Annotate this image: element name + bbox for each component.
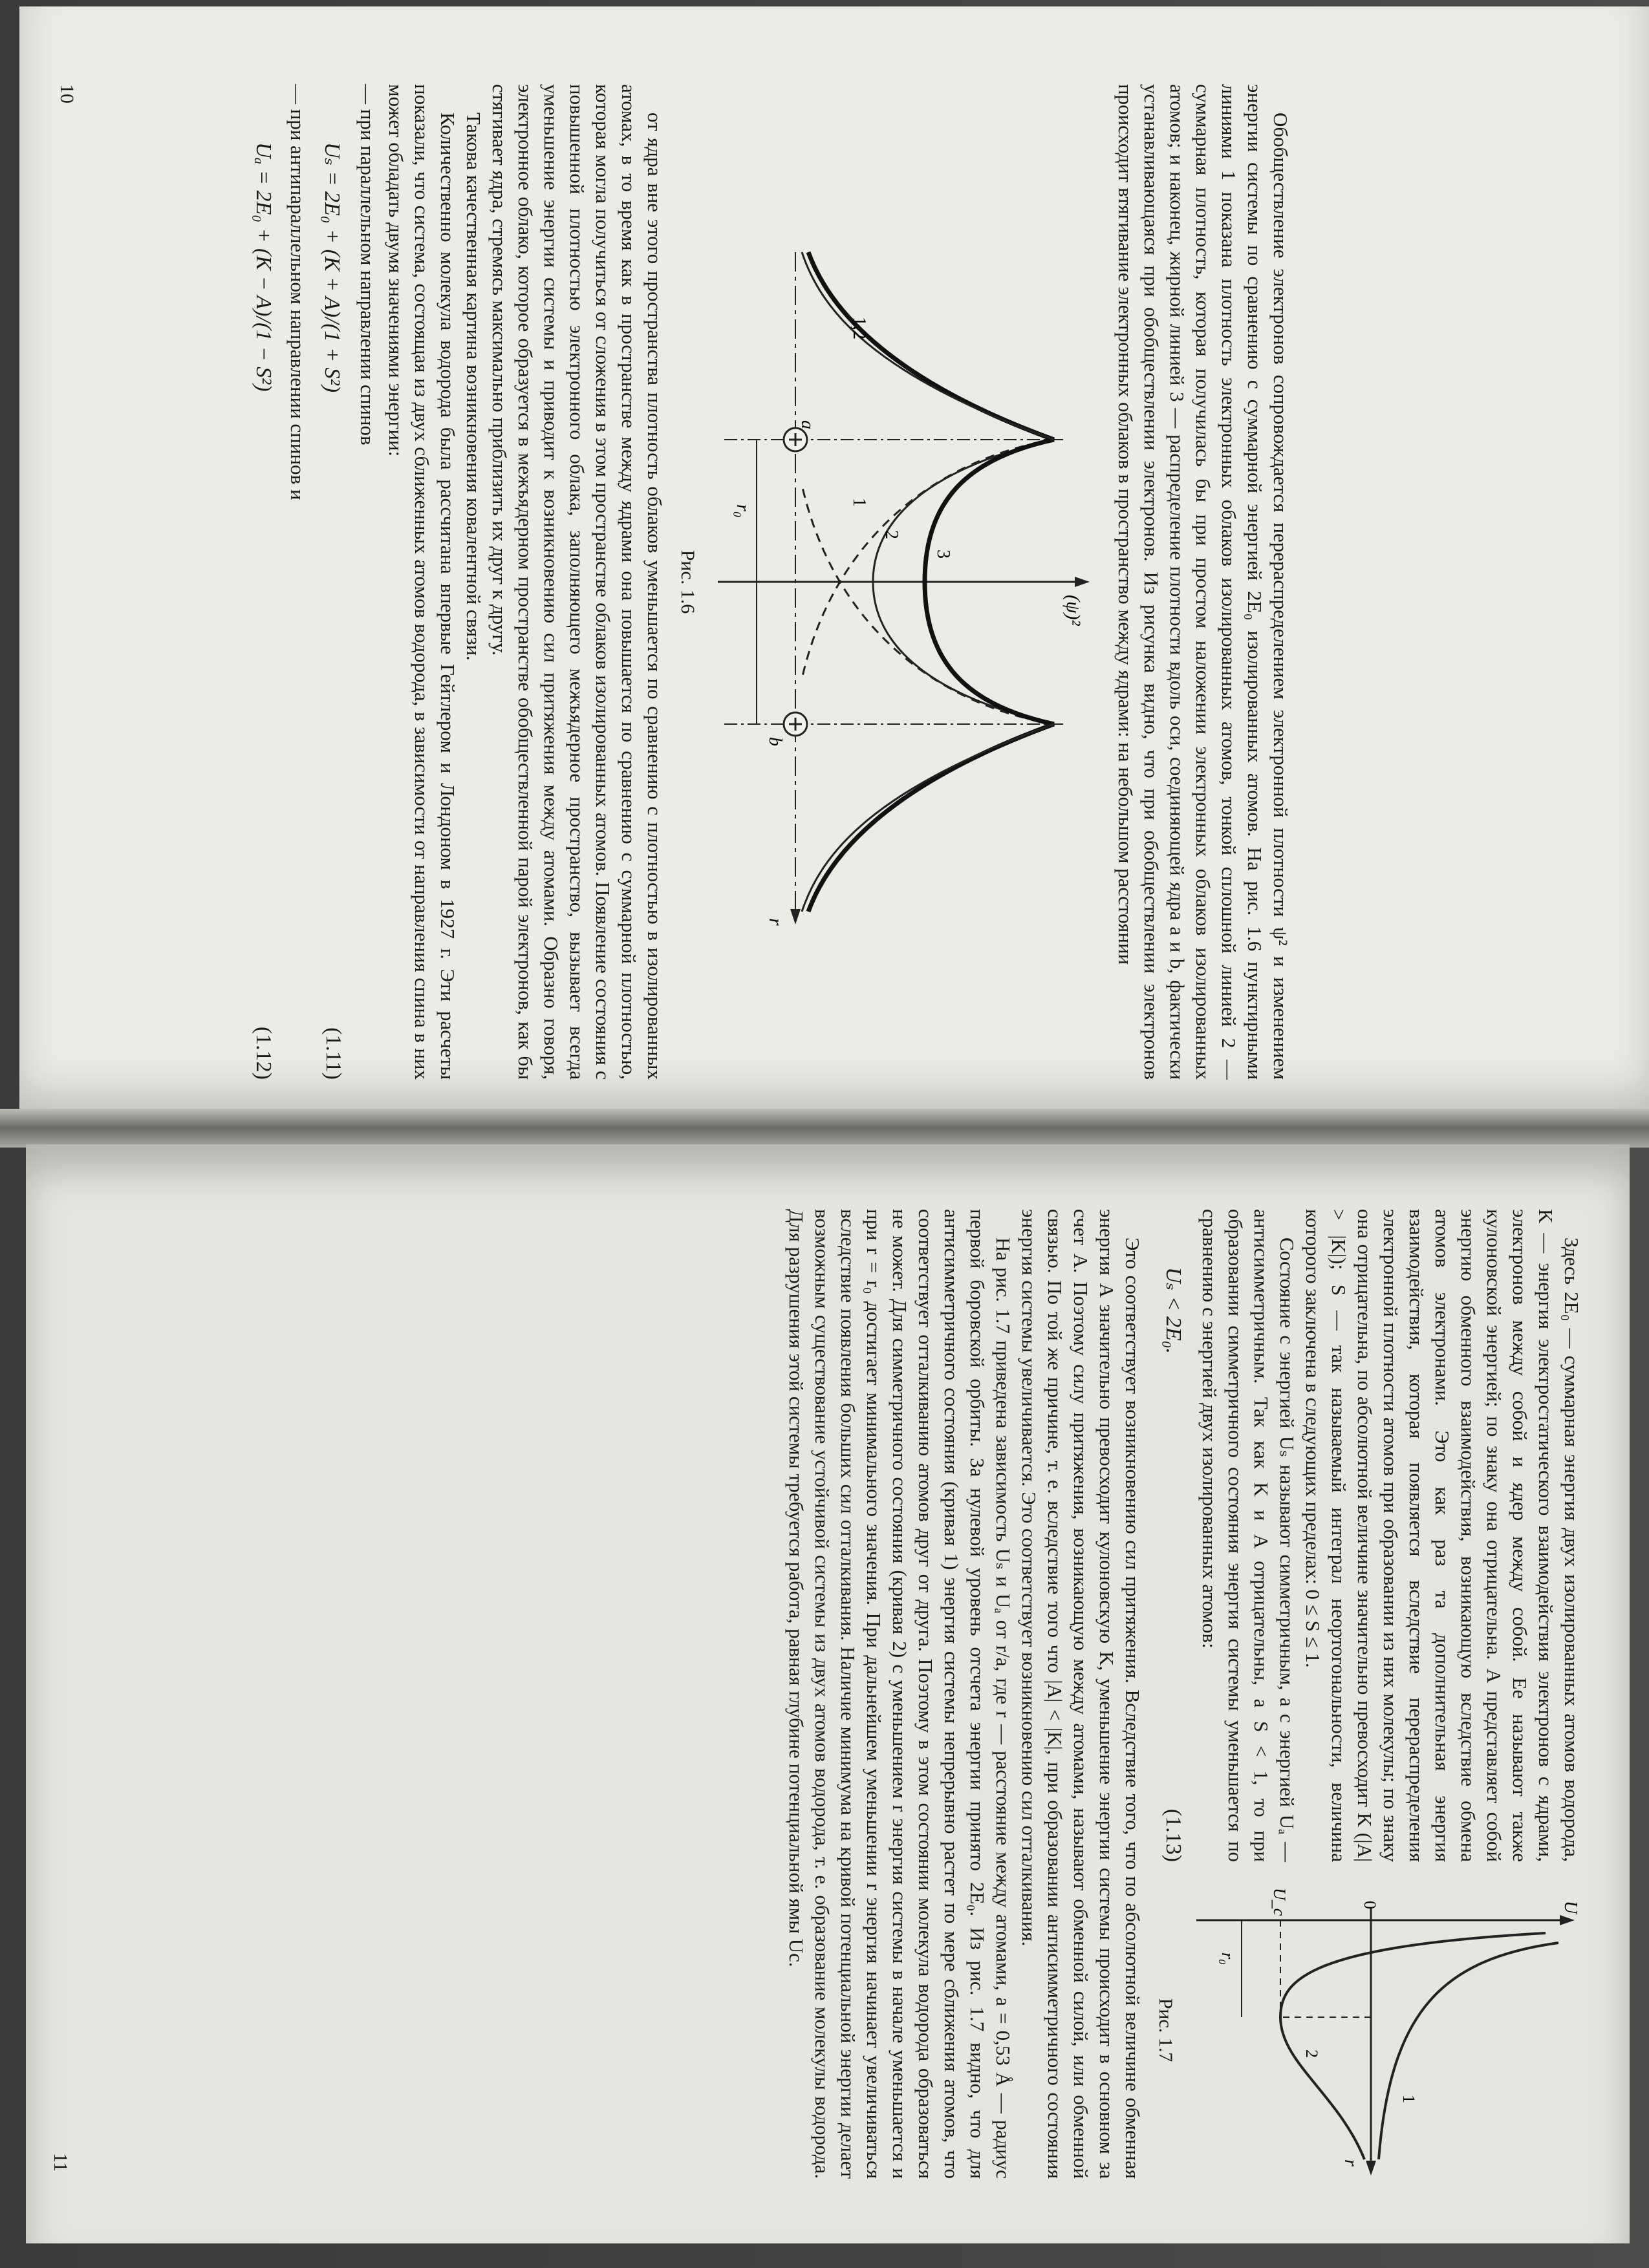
equation-1-13-body: Uₛ < 2E₀. xyxy=(1161,1267,1185,1354)
r-axis-label: r xyxy=(1341,2159,1361,2166)
r0-label: r₀ xyxy=(733,504,753,518)
figure-1-6-caption: Рис. 1.6 xyxy=(677,550,698,614)
y-axis-label: (ψ)² xyxy=(1062,595,1084,626)
left-paragraph-4: Количественно молекула водорода была рассчитана впервые Гейтлером и Лондоном в 1927 г. Эти расчеты показали, что система, состоящая из двух сближенных атомов водорода, в зависимости от направления спина в них может обладать двумя значениями энергии: xyxy=(385,84,459,1080)
left-item-1: — при параллельном направлении спинов xyxy=(356,84,379,445)
equation-1-11 xyxy=(319,142,345,1080)
left-item-2: — при антипараллельном направлении спинов и xyxy=(286,84,309,500)
right-page-content xyxy=(32,1209,1584,2179)
curve-1-repulsive xyxy=(1379,1943,1558,2159)
equation-1-12-number: (1.12) xyxy=(252,1026,275,1080)
curve-12-label: 1,2 xyxy=(849,317,869,339)
left-paragraph-2: от ядра вне этого пространства плотность облаков уменьшается по сравнению с плотностью в изолированных атомах, в то время как в пространстве между ядрами она повышается по сравнению с суммарной плотностью, которая могла получиться от сложения в этом пространстве облаков изолированных атомов. Появление состояния с повышенной плотностью электронного облака, заполняющего межъядерное пространство, вызывает всегда уменьшение энергии системы и приводит к возникновению сил притяжения между атомами. Образно говоря, электронное облако, которое образуется в межъядерном пространстве обобществленной парой электронов, как бы стягивает ядра, стремясь максимально приблизить их друг к другу. xyxy=(488,84,666,1080)
equation-1-12 xyxy=(251,142,275,1080)
left-paragraph-3: Такова качественная картина возникновения ковалентной связи. xyxy=(462,112,485,661)
right-page-number: 11 xyxy=(50,2153,71,2172)
curve-3-left xyxy=(808,252,1054,440)
figure-1-7 xyxy=(1183,1881,1584,2179)
curve-1-label: 1 xyxy=(849,498,869,507)
right-paragraph-1: Здесь 2E₀ — суммарная энергия двух изолированных атомов водорода, K — энергия электростатического взаимодействия электронов с ядрами, электронов между собой и ядер между собой. Ее называют также кулоновской энергией; по знаку она отрицательна. A представляет собой энергию обменного взаимодействия, возникающую вследствие обмена атомов электронами. Это как раз та дополнительная энергия взаимодействия, которая появляется вследствие перераспределения электронной плотности атомов при образовании из них молекулы; по знаку она отрицательна, по абсолютной величине значительно превосходит K (|A| > |K|); S — так называемый интеграл неортогональности, величина которого заключена в следующих пределах: 0 ≤ S ≤ 1. xyxy=(1302,1209,1583,1862)
book-spine xyxy=(0,1109,1649,1148)
x-axis-arrow xyxy=(790,909,801,925)
right-paragraph-2: Состояние с энергией Uₛ называют симметричным, а с энергией Uₐ — антисимметричным. Так как K и A отрицательны, а S < 1, то при образовании симметричного состояния энергия системы уменьшается по сравнению с энергией двух изолированных атомов: xyxy=(1198,1209,1299,1862)
right-paragraph-4: На рис. 1.7 приведена зависимость Uₛ и Uₐ от r/a, где r — расстояние между атомами, a = 0,53 Å — радиус первой боровской орбиты. За нулевой уровень отсчета энергии принято 2E₀. Из рис. 1.7 видно, что для антисимметричного состояния (кривая 1) энергия системы непрерывно растет по мере сближения атомов, что соответствует отталкиванию атомов друг от друга. Поэтому в этом состоянии молекула водорода образоваться не может. Для симметричного состояния (кривая 2) с уменьшением r энергия системы в начале уменьшается и при r = r₀ достигает минимального значения. При дальнейшем уменьшении r энергия начинает увеличиваться вследствие появления больших сил отталкивания. Наличие минимума на кривой потенциальной энергии делает возможным существование устойчивой системы из двух атомов водорода, т. е. образование молекулы водорода. Для разрушения этой системы требуется работа, равная глубине потенциальной ямы Uc. xyxy=(785,1209,1015,2179)
curve-1-label: 1 xyxy=(1399,2095,1418,2103)
curve-2-attractive xyxy=(1280,1933,1546,2159)
u-axis-label: U xyxy=(1560,1901,1580,1914)
left-page-content xyxy=(45,84,1293,1080)
curve-12-right xyxy=(802,724,1054,912)
figure-1-7-caption: Рис. 1.7 xyxy=(1155,1998,1176,2062)
figure-1-6 xyxy=(705,226,1106,937)
equation-1-13 xyxy=(1160,1267,1186,1862)
equation-1-11-number: (1.11) xyxy=(321,1027,345,1080)
equation-1-13-number: (1.13) xyxy=(1161,1808,1185,1862)
left-paragraph-1: Обобществление электронов сопровождается перераспределением электронной плотности ψ² и изменением энергии системы по сравнению с суммарной энергией 2E₀ изолированных атомов. На рис. 1.6 пунктирными линиями 1 показана плотность электронных облаков изолированных атомов, тонкой сплошной линией 2 — суммарная плотность, которая получилась бы при простом наложении электронных облаков изолированных атомов; и наконец, жирной линией 3 — распределение плотности вдоль оси, соединяющей ядра a и b, фактически устанавливающаяся при обобществлении электронов. Из рисунка видно, что при обобществлении электронов происходит втягивание электронных облаков в пространство между ядрами: на небольшом расстоянии xyxy=(1114,84,1292,1080)
x-axis-label: r xyxy=(765,918,786,926)
left-page-number: 10 xyxy=(56,84,78,103)
nucleus-a-label: a xyxy=(797,420,817,429)
nucleus-b-label: b xyxy=(765,737,785,746)
equation-1-12-body: Uₐ = 2E₀ + (K − A)/(1 − S²) xyxy=(252,142,275,392)
uc-label: U_c xyxy=(1270,1888,1289,1916)
r0-label: r₀ xyxy=(1218,1952,1237,1965)
equation-1-11-body: Uₛ = 2E₀ + (K + A)/(1 + S²) xyxy=(320,142,344,393)
curve-2-label: 2 xyxy=(881,530,901,539)
curve-3-right xyxy=(808,724,1054,912)
curve-2-label: 2 xyxy=(1302,2049,1321,2058)
right-paragraph-3: Это соответствует возникновению сил притяжения. Вследствие того, что по абсолютной величине обменная энергия A значительно превосходит кулоновскую K, уменьшение энергии системы происходит в основном за счет A. Поэтому силу притяжения, возникающую между атомами, называют обменной силой, или обменной связью. По той же причине, т. е. вследствие того что |A| < |K|, при образовании антисимметричного состояния энергия системы увеличивается. Это соответствует возникновению сил отталкивания. xyxy=(1018,1209,1144,2179)
y-axis-arrow xyxy=(1075,577,1090,587)
zero-label: 0 xyxy=(1361,1901,1379,1909)
curve-3-label: 3 xyxy=(933,550,953,559)
curve-12-left xyxy=(802,252,1054,440)
